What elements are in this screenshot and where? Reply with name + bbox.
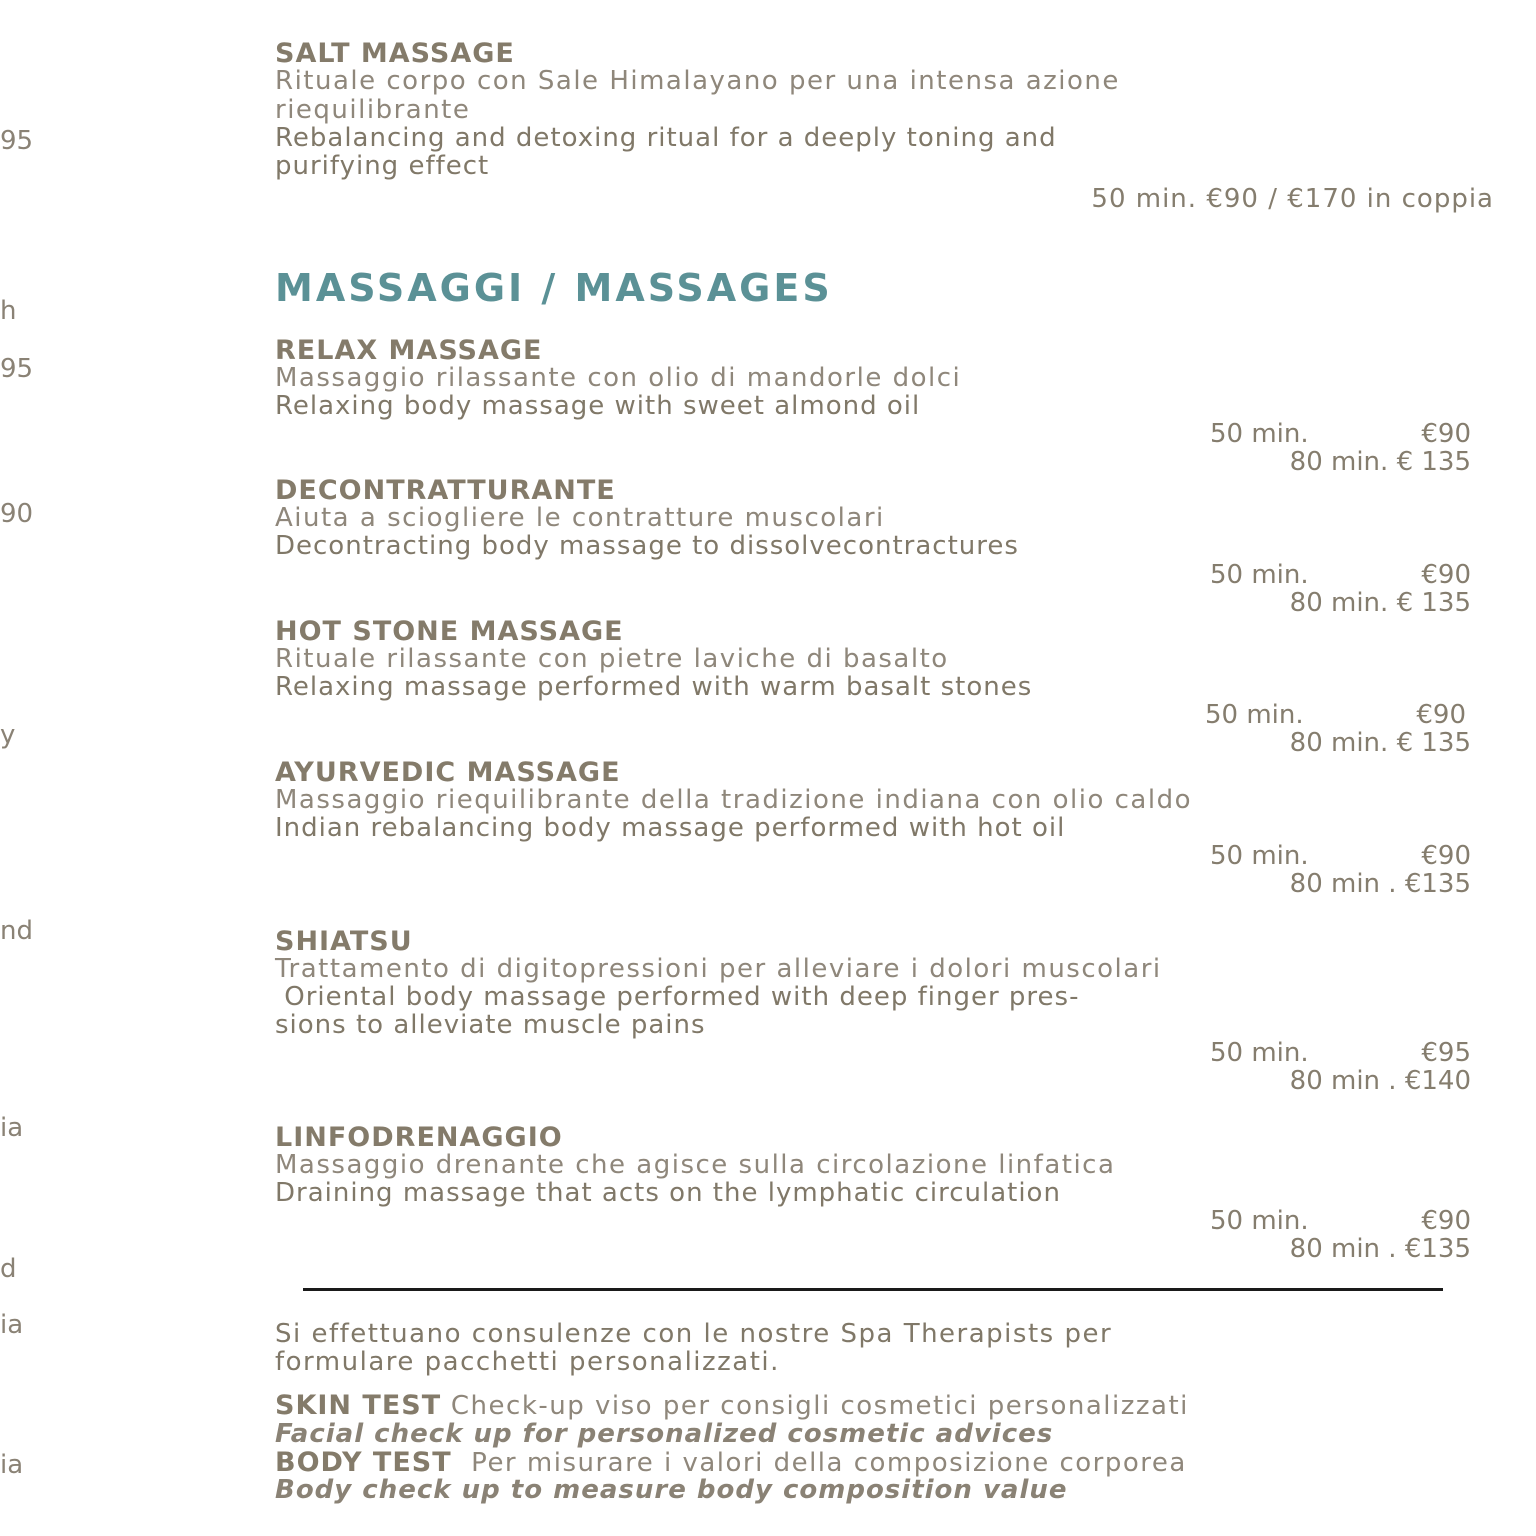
price-time-50: 50 min. <box>1210 419 1309 449</box>
linfodrenaggio-desc-en: Draining massage that acts on the lymphatic circulation <box>275 1178 1061 1208</box>
shiatsu-desc-it: Trattamento di digitopressioni per alleviare i dolori muscolari <box>275 954 1162 984</box>
massage-title: AYURVEDIC MASSAGE <box>275 757 621 788</box>
massage-title: HOT STONE MASSAGE <box>275 616 624 647</box>
consultation-note: Si effettuano consulenze con le nostre Spa Therapists per <box>275 1319 1113 1349</box>
price-80: 80 min. € 135 <box>1289 447 1471 477</box>
left-fragment: ia <box>0 1113 24 1143</box>
price-80: 80 min. € 135 <box>1289 728 1471 758</box>
salt-massage-title: SALT MASSAGE <box>275 38 515 69</box>
price-time-50: 50 min. <box>1210 1206 1309 1236</box>
price-80: 80 min. € 135 <box>1289 588 1471 618</box>
salt-massage-desc-it: riequilibrante <box>275 95 471 125</box>
section-heading: MASSAGGI / MASSAGES <box>275 266 833 310</box>
massage-title: DECONTRATTURANTE <box>275 475 616 506</box>
left-fragment: 95 <box>0 354 34 384</box>
price-amount-50: €95 <box>1421 1038 1471 1068</box>
skin-test-line <box>275 1390 1189 1421</box>
massage-desc-it: Massaggio riequilibrante della tradizione indiana con olio caldo <box>275 785 1192 815</box>
price-80: 80 min . €135 <box>1289 869 1471 899</box>
left-fragment: h <box>0 296 17 326</box>
price-80: 80 min . €135 <box>1289 1234 1471 1264</box>
salt-massage-desc-en: purifying effect <box>275 151 490 181</box>
massage-desc-it: Massaggio rilassante con olio di mandorle dolci <box>275 363 962 393</box>
massage-desc-en: Relaxing massage performed with warm basalt stones <box>275 672 1033 702</box>
massage-desc-en: Relaxing body massage with sweet almond oil <box>275 391 921 421</box>
body-test-title: BODY TEST <box>275 1447 452 1478</box>
body-test-desc-it: Per misurare i valori della composizione corporea <box>451 1448 1187 1478</box>
left-fragment: 95 <box>0 126 34 156</box>
massage-title: RELAX MASSAGE <box>275 335 543 366</box>
linfodrenaggio-title: LINFODRENAGGIO <box>275 1122 563 1153</box>
price-amount-50: €90 <box>1421 560 1471 590</box>
salt-massage-desc-it: Rituale corpo con Sale Himalayano per una intensa azione <box>275 66 1120 96</box>
price-amount-50: €90 <box>1421 841 1471 871</box>
price-amount-50: €90 <box>1416 700 1466 730</box>
shiatsu-title: SHIATSU <box>275 926 413 957</box>
left-fragment: 90 <box>0 499 34 529</box>
price-80: 80 min . €140 <box>1289 1066 1471 1096</box>
price-time-50: 50 min. <box>1210 841 1309 871</box>
linfodrenaggio-desc-it: Massaggio drenante che agisce sulla circolazione linfatica <box>275 1150 1116 1180</box>
body-test-line <box>275 1447 1187 1478</box>
shiatsu-desc-en: sions to alleviate muscle pains <box>275 1010 706 1040</box>
skin-test-title: SKIN TEST <box>275 1390 442 1421</box>
massage-desc-en: Indian rebalancing body massage performed with hot oil <box>275 813 1066 843</box>
massage-desc-en: Decontracting body massage to dissolvecontractures <box>275 531 1019 561</box>
massage-desc-it: Aiuta a sciogliere le contratture muscolari <box>275 503 885 533</box>
skin-test-desc-it: Check-up viso per consigli cosmetici personalizzati <box>441 1391 1189 1421</box>
price-time-50: 50 min. <box>1210 1038 1309 1068</box>
left-fragment: ia <box>0 1450 24 1480</box>
price-amount-50: €90 <box>1421 1206 1471 1236</box>
shiatsu-desc-en: Oriental body massage performed with deep finger pres- <box>275 982 1080 1012</box>
divider <box>303 1288 1443 1291</box>
left-fragment: nd <box>0 916 33 946</box>
price-time-50: 50 min. <box>1205 700 1304 730</box>
body-test-desc-en: Body check up to measure body composition value <box>275 1475 1068 1505</box>
left-fragment: d <box>0 1254 17 1284</box>
salt-massage-desc-en: Rebalancing and detoxing ritual for a deeply toning and <box>275 123 1057 153</box>
left-fragment: ia <box>0 1310 24 1340</box>
massage-desc-it: Rituale rilassante con pietre laviche di basalto <box>275 644 949 674</box>
price-time-50: 50 min. <box>1210 560 1309 590</box>
consultation-note: formulare pacchetti personalizzati. <box>275 1347 780 1377</box>
price-amount-50: €90 <box>1421 419 1471 449</box>
left-fragment: y <box>0 720 16 750</box>
skin-test-desc-en: Facial check up for personalized cosmetic advices <box>275 1419 1054 1449</box>
salt-massage-price: 50 min. €90 / €170 in coppia <box>1091 184 1494 214</box>
